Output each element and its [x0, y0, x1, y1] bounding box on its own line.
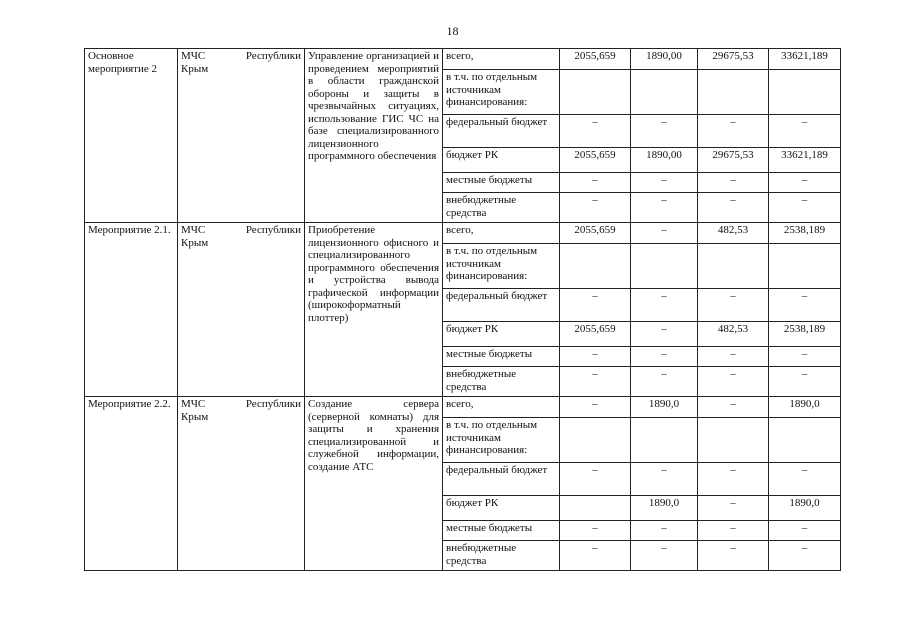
amount-cell [769, 70, 841, 115]
amount-cell: – [769, 289, 841, 322]
amount-cell: 29675,53 [698, 49, 769, 70]
funding-source: местные бюджеты [443, 521, 560, 541]
amount-cell: 2055,659 [560, 223, 631, 244]
amount-cell: 1890,0 [631, 496, 698, 521]
funding-source: внебюджетные средства [443, 367, 560, 397]
amount-cell: – [631, 521, 698, 541]
funding-source: в т.ч. по отдельным источникам финансирования: [443, 244, 560, 289]
amount-cell [698, 70, 769, 115]
amount-cell [560, 70, 631, 115]
table-row [85, 223, 841, 244]
executor-org: МЧС [181, 224, 206, 236]
amount-cell: – [698, 541, 769, 571]
activity-name: Мероприятие 2.2. [85, 397, 178, 571]
amount-cell: – [698, 521, 769, 541]
table-row [85, 49, 841, 70]
amount-cell [631, 418, 698, 463]
amount-cell: – [560, 521, 631, 541]
amount-cell: – [560, 193, 631, 223]
activity-description: Приобретение лицензионного офисного и специализированного программного обеспечения и устройства вывода графической информации (широкоформатный плоттер) [305, 223, 443, 397]
executor-region-2: Крым [181, 236, 209, 249]
activity-name: Основное мероприятие 2 [85, 49, 178, 223]
amount-cell: 2055,659 [560, 148, 631, 173]
amount-cell: – [769, 115, 841, 148]
amount-cell: – [631, 173, 698, 193]
funding-source: бюджет РК [443, 322, 560, 347]
amount-cell: – [560, 367, 631, 397]
amount-cell: – [631, 347, 698, 367]
amount-cell: 1890,00 [631, 148, 698, 173]
amount-cell: 482,53 [698, 322, 769, 347]
amount-cell: – [698, 397, 769, 418]
funding-source: бюджет РК [443, 496, 560, 521]
amount-cell: – [631, 289, 698, 322]
amount-cell: – [769, 193, 841, 223]
financing-table [84, 48, 841, 571]
funding-source: внебюджетные средства [443, 193, 560, 223]
amount-cell [769, 418, 841, 463]
amount-cell: – [698, 193, 769, 223]
amount-cell [698, 418, 769, 463]
funding-source: внебюджетные средства [443, 541, 560, 571]
amount-cell: – [769, 347, 841, 367]
amount-cell [560, 496, 631, 521]
amount-cell: 2538,189 [769, 223, 841, 244]
amount-cell: 1890,0 [631, 397, 698, 418]
funding-source: федеральный бюджет [443, 115, 560, 148]
amount-cell: 2538,189 [769, 322, 841, 347]
amount-cell: – [631, 322, 698, 347]
amount-cell: – [631, 223, 698, 244]
amount-cell: – [698, 115, 769, 148]
amount-cell: – [769, 173, 841, 193]
funding-source: бюджет РК [443, 148, 560, 173]
amount-cell: 2055,659 [560, 49, 631, 70]
amount-cell: 29675,53 [698, 148, 769, 173]
executor-org: МЧС [181, 398, 206, 410]
executor-cell [178, 223, 305, 397]
amount-cell: – [631, 115, 698, 148]
amount-cell: – [631, 193, 698, 223]
funding-source: федеральный бюджет [443, 463, 560, 496]
amount-cell: – [631, 463, 698, 496]
amount-cell: – [631, 367, 698, 397]
funding-source: всего, [443, 223, 560, 244]
amount-cell: – [631, 541, 698, 571]
amount-cell: 33621,189 [769, 49, 841, 70]
amount-cell [631, 244, 698, 289]
amount-cell: – [560, 541, 631, 571]
funding-source: всего, [443, 397, 560, 418]
amount-cell: – [698, 347, 769, 367]
amount-cell: – [698, 367, 769, 397]
funding-source: всего, [443, 49, 560, 70]
amount-cell: – [769, 367, 841, 397]
funding-source: федеральный бюджет [443, 289, 560, 322]
amount-cell: – [698, 289, 769, 322]
amount-cell: – [769, 463, 841, 496]
amount-cell: – [560, 289, 631, 322]
executor-org: МЧС [181, 50, 206, 62]
amount-cell: – [698, 496, 769, 521]
activity-description: Создание сервера (серверной комнаты) для защиты и хранения специализированной и служебной информации, создание АТС [305, 397, 443, 571]
activity-description: Управление организацией и проведением мероприятий в области гражданской обороны и защиты в чрезвычайных ситуациях, использование ГИС ЧС на базе специализированного лицензионного программного обеспечения [305, 49, 443, 223]
amount-cell: – [769, 521, 841, 541]
funding-source: местные бюджеты [443, 173, 560, 193]
amount-cell: 482,53 [698, 223, 769, 244]
amount-cell: – [560, 173, 631, 193]
funding-source: в т.ч. по отдельным источникам финансирования: [443, 70, 560, 115]
amount-cell: 2055,659 [560, 322, 631, 347]
executor-region-2: Крым [181, 410, 209, 423]
amount-cell: 1890,0 [769, 397, 841, 418]
amount-cell: – [698, 173, 769, 193]
amount-cell: – [560, 347, 631, 367]
executor-region: Республики [245, 224, 301, 236]
amount-cell: – [560, 397, 631, 418]
activity-name: Мероприятие 2.1. [85, 223, 178, 397]
executor-cell [178, 397, 305, 571]
amount-cell: – [769, 541, 841, 571]
amount-cell [560, 418, 631, 463]
amount-cell [631, 70, 698, 115]
executor-region: Республики [245, 398, 301, 410]
funding-source: местные бюджеты [443, 347, 560, 367]
page-number: 18 [446, 24, 459, 38]
funding-source: в т.ч. по отдельным источникам финансирования: [443, 418, 560, 463]
executor-region: Республики [245, 50, 301, 62]
amount-cell [769, 244, 841, 289]
table-row [85, 397, 841, 418]
amount-cell: 33621,189 [769, 148, 841, 173]
amount-cell: 1890,0 [769, 496, 841, 521]
amount-cell [698, 244, 769, 289]
executor-cell [178, 49, 305, 223]
amount-cell: 1890,00 [631, 49, 698, 70]
amount-cell: – [560, 463, 631, 496]
amount-cell [560, 244, 631, 289]
amount-cell: – [560, 115, 631, 148]
executor-region-2: Крым [181, 62, 209, 75]
amount-cell: – [698, 463, 769, 496]
